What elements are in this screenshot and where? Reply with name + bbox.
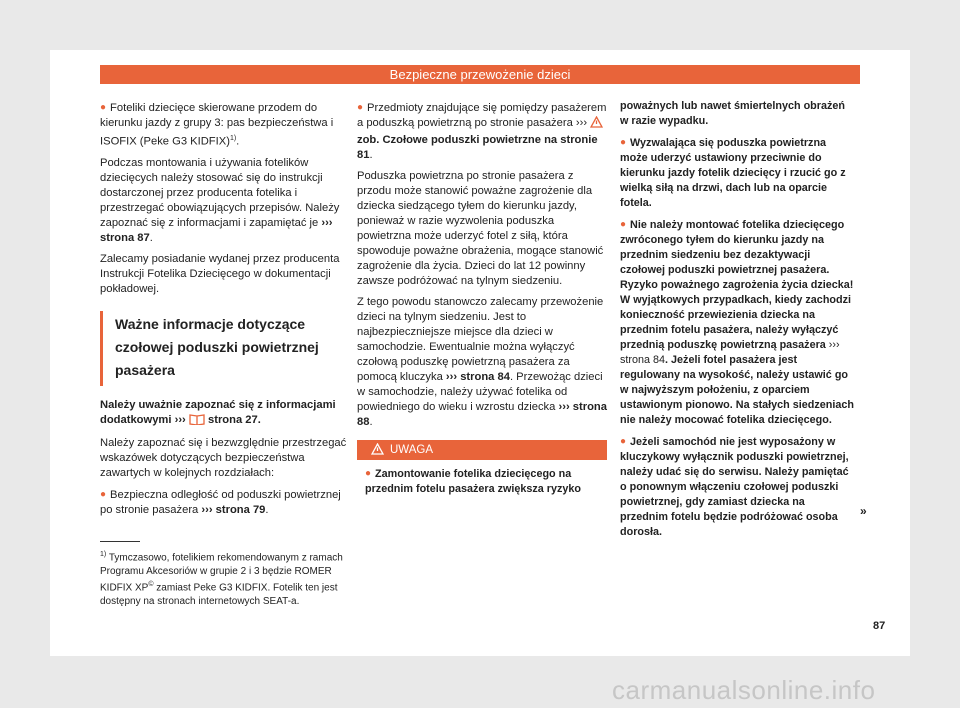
paragraph: Z tego powodu stanowczo zalecamy przewożenie dzieci na tylnym siedzeniu. Jest to najbezpieczniejsze miejsce dla dzieci w samochodzie. Ewentualnie można wyłączyć czołową poduszkę powietrzną pasażera za pomocą kluczyka ››› strona 84. Przewożąc dzieci w samochodzie, należy używać fotelika od powiedniego do wieku i wzrostu dziecka ››› strona 88. (357, 296, 607, 428)
page-number: 87 (873, 620, 886, 632)
paragraph: Podczas montowania i używania fotelików dziecięcych należy stosować się do instrukcji dostarczonej przez producenta fotelika i przestrzegać obowiązujących przepisów. Należy zapoznać się z informacjami i zapamiętać je ››› strona 87. (100, 156, 340, 244)
paragraph: Należy uważnie zapoznać się z informacjami dodatkowymi ››› strona 27. (100, 398, 348, 430)
paragraph: ● Bezpieczna odległość od poduszki powietrznej po stronie pasażera ››› strona 79. (100, 488, 341, 516)
warning-header: UWAGA (357, 440, 607, 460)
paragraph: ● Wyzwalająca się poduszka powietrzna może uderzyć ustawiony przeciwnie do kierunku jazdy fotelik dziecięcy i rzucić go z wielką siłą na drzwi, dach lub na oparcie fotela. (620, 137, 846, 209)
bullet-icon: ● (620, 219, 627, 230)
column-3 (620, 99, 854, 546)
paragraph: ● Jeżeli samochód nie jest wyposażony w kluczykowy wyłącznik poduszki powietrznej, należy udać się do serwisu. Należy pamiętać o ponownym włączeniu czołowej poduszki powietrznej, gdy zamiast dziecka na przednim fotelu będzie podróżować osoba dorosła. (620, 436, 849, 538)
warning-icon (590, 116, 603, 133)
bullet-icon: ● (620, 137, 627, 148)
page-link[interactable]: ››› strona 88 (357, 401, 607, 428)
footnote: $^{1)}$ Tymczasowo, fotelikiem rekomendowanym z ramach Programu Akcesoriów w grupie 2 i 3 będzie ROMER KIDFIX XP© zamiast Peke G3 KIDFIX. Fotelik ten jest dostępny na stronach internetowych SEAT-a. (100, 551, 343, 608)
bullet-icon: ● (365, 468, 372, 479)
paragraph: ● Przedmioty znajdujące się pomiędzy pasażerem a poduszką powietrzną po stronie pasażera ››› zob. Czołowe poduszki powietrzne na stronie 81. (357, 102, 607, 161)
paragraph: ● Nie należy montować fotelika dziecięcego zwróconego tyłem do kierunku jazdy na przednim siedzeniu bez dezaktywacji czołowej poduszki powietrznej pasażera. Ryzyko poważnego zagrożenia życia dziecka! W wyjątkowych przypadkach, kiedy zachodzi konieczność przewiezienia dziecka na przednim fotelu pasażera, należy wyłączyć przednią poduszkę powietrzną pasażera ››› strona 84. Jeżeli fotel pasażera jest regulowany na wysokość, należy ustawić go w najwyższym położeniu, z oparciem ustawionym pionowo. Na stałych siedzeniach nie należy mocować fotelika dziecięcego. (620, 219, 854, 426)
paragraph: Zalecamy posiadanie wydanej przez producenta Instrukcji Fotelika Dziecięcego w dokumentacji pokładowej. (100, 252, 340, 295)
book-icon (189, 413, 205, 430)
bullet-icon: ● (620, 436, 627, 447)
warning-box (357, 440, 607, 501)
column-2 (357, 100, 607, 501)
page-link[interactable]: ››› strona 84 (445, 371, 510, 383)
page-link[interactable]: ››› strona 79 (201, 503, 266, 516)
bullet-icon: ● (100, 488, 107, 500)
paragraph: poważnych lub nawet śmiertelnych obrażeń w razie wypadku. (620, 100, 845, 127)
paragraph: Poduszka powietrzna po stronie pasażera z przodu może stanowić poważne zagrożenie dla dziecka siedzącego tyłem do kierunku jazdy, ponieważ w razie wyzwolenia poduszka powietrzna może uderzyć fotel z siłą, która spowoduje poważne obrażenia, mogące stanowić zagrożenie dla życia. Dzieci do lat 12 powinny zawsze podróżować na tylnym siedzeniu. (357, 170, 604, 287)
column-1 (100, 100, 348, 524)
header-title: Bezpieczne przewożenie dzieci (389, 67, 571, 82)
page-link[interactable]: zob. Czołowe poduszki powietrzne na stronie 81 (357, 134, 598, 161)
footnote-divider (100, 541, 140, 542)
warning-icon (371, 443, 384, 455)
watermark: carmanualsonline.info (612, 675, 876, 705)
page-link[interactable]: ››› strona 84 (620, 339, 840, 366)
section-heading: Ważne informacje dotyczące czołowej poduszki powietrznej pasażera (100, 311, 348, 386)
page-link[interactable]: ››› strona 87 (100, 216, 333, 244)
paragraph: Należy zapoznać się i bezwzględnie przestrzegać wskazówek dotyczących bezpieczeństwa zawartych w kolejnych rozdziałach: (100, 436, 347, 479)
bullet-icon: ● (100, 102, 107, 113)
paragraph: ● Foteliki dziecięce skierowane przodem do kierunku jazdy z grupy 3: pas bezpieczeństwa i ISOFIX (Peke G3 KIDFIX)$^{1)}$. (100, 102, 334, 148)
page-header (100, 65, 860, 84)
warning-text: ● Zamontowanie fotelika dziecięcego na przednim fotelu pasażera zwiększa ryzyko (365, 468, 582, 495)
bullet-icon: ● (357, 102, 364, 113)
continue-mark: » (860, 504, 867, 518)
page-link[interactable]: strona 27 (208, 413, 258, 426)
